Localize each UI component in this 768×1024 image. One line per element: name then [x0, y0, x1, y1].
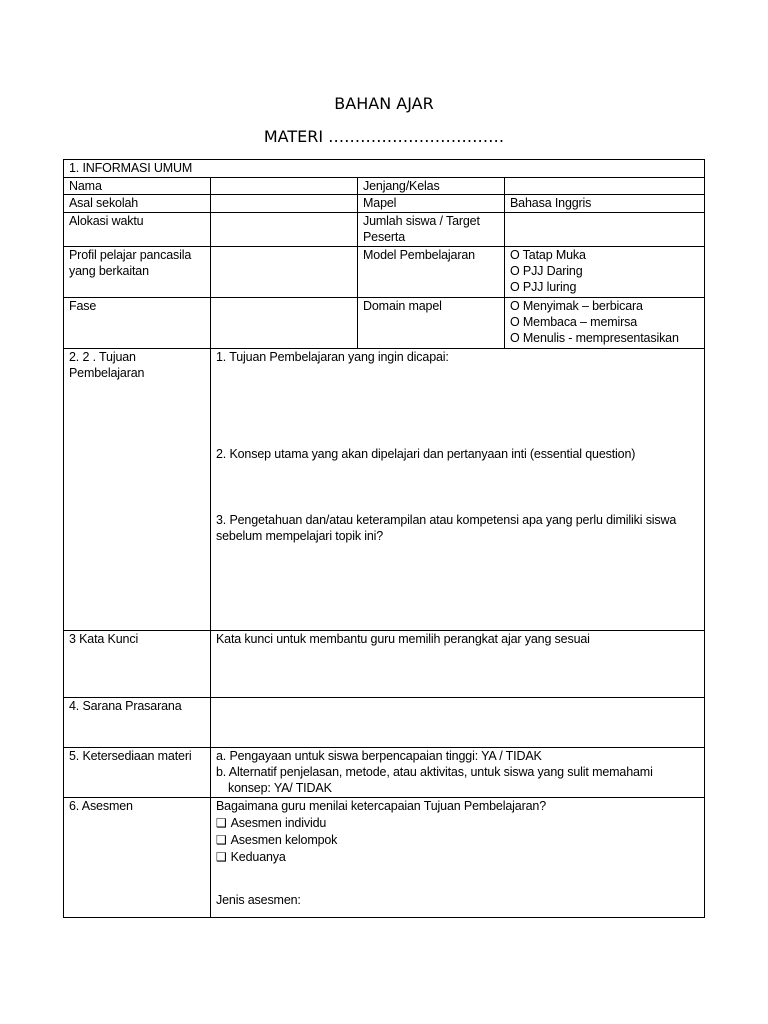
value-alokasi-waktu[interactable] [211, 212, 358, 246]
label-alokasi-waktu [64, 212, 211, 246]
label-sarana-prasarana [64, 697, 211, 747]
value-model-pembelajaran[interactable] [505, 246, 705, 297]
label-nama [64, 178, 211, 195]
jenis-asesmen-label: Jenis asesmen: [216, 892, 301, 907]
lesson-form-table [63, 159, 705, 918]
label-jumlah-siswa [358, 212, 505, 246]
checkbox-icon[interactable]: ❑ [216, 850, 227, 865]
label-tujuan-line2: Pembelajaran [69, 365, 145, 380]
checkbox-icon[interactable]: ❑ [216, 815, 227, 830]
value-jumlah-siswa[interactable] [505, 212, 705, 246]
label-sarana-prasarana-text: 4. Sarana Prasarana [69, 698, 182, 713]
label-profil-line1: Profil pelajar pancasila [69, 247, 192, 262]
heading-informasi-umum-text: 1. INFORMASI UMUM [69, 161, 193, 175]
option-menulis[interactable]: O Menulis - mempresentasikan [510, 331, 679, 346]
asesmen-option-individu-label: Asesmen individu [230, 815, 327, 830]
label-domain-mapel-text: Domain mapel [363, 298, 442, 313]
label-profil-line2: yang berkaitan [69, 263, 149, 278]
label-profil-pelajar [64, 246, 211, 297]
value-nama[interactable] [211, 178, 358, 195]
content-kata-kunci[interactable] [211, 630, 705, 697]
value-profil-pelajar[interactable] [211, 246, 358, 297]
label-asesmen-text: 6. Asesmen [69, 798, 133, 813]
kata-kunci-text: Kata kunci untuk membantu guru memilih perangkat ajar yang sesuai [216, 631, 590, 646]
label-mapel-text: Mapel [363, 196, 397, 211]
tujuan-item-1: 1. Tujuan Pembelajaran yang ingin dicapai: [216, 349, 449, 364]
document-subtitle: MATERI …………………………… [263, 127, 505, 146]
option-menyimak[interactable]: O Menyimak – berbicara [510, 298, 643, 313]
row-fase [64, 297, 705, 348]
label-mapel [358, 195, 505, 212]
label-model-pembelajaran-text: Model Pembelajaran [363, 247, 475, 262]
asesmen-option-keduanya[interactable] [216, 849, 699, 865]
label-fase [64, 297, 211, 348]
value-mapel-text: Bahasa Inggris [510, 196, 592, 211]
label-jumlah-siswa-line1: Jumlah siswa / Target [363, 213, 480, 228]
tujuan-item-3-line1: 3. Pengetahuan dan/atau keterampilan atau kompetensi apa yang perlu dimiliki siswa [216, 513, 677, 528]
document-title: BAHAN AJAR [334, 94, 434, 113]
content-asesmen[interactable] [211, 797, 705, 917]
label-model-pembelajaran [358, 246, 505, 297]
asesmen-option-individu[interactable] [216, 815, 699, 831]
asesmen-question: Bagaimana guru menilai ketercapaian Tujuan Pembelajaran? [216, 798, 547, 813]
row-kata-kunci [64, 630, 705, 697]
label-asesmen [64, 797, 211, 917]
label-jenjang-kelas [358, 178, 505, 195]
tujuan-item-3-line2: sebelum mempelajari topik ini? [216, 529, 384, 544]
row-tujuan-pembelajaran [64, 348, 705, 630]
content-tujuan-pembelajaran[interactable] [211, 348, 705, 630]
row-alokasi-waktu [64, 212, 705, 246]
label-jenjang-kelas-text: Jenjang/Kelas [363, 179, 440, 193]
row-asal-sekolah [64, 195, 705, 212]
content-sarana-prasarana[interactable] [211, 697, 705, 747]
row-sarana-prasarana [64, 697, 705, 747]
label-asal-sekolah [64, 195, 211, 212]
label-ketersediaan-materi [64, 747, 211, 797]
asesmen-option-kelompok[interactable] [216, 832, 699, 848]
content-ketersediaan-materi[interactable] [211, 747, 705, 797]
label-tujuan-line1: 2. 2 . Tujuan [69, 349, 136, 364]
value-fase[interactable] [211, 297, 358, 348]
label-kata-kunci [64, 630, 211, 697]
option-pjj-daring[interactable]: O PJJ Daring [510, 263, 583, 278]
value-mapel[interactable] [505, 195, 705, 212]
tujuan-item-2: 2. Konsep utama yang akan dipelajari dan pertanyaan inti (essential question) [216, 446, 636, 461]
ketersediaan-item-b-line1: b. Alternatif penjelasan, metode, atau aktivitas, untuk siswa yang sulit memahami [216, 764, 653, 779]
row-informasi-umum [64, 160, 705, 178]
label-kata-kunci-text: 3 Kata Kunci [69, 631, 139, 646]
label-tujuan-pembelajaran [64, 348, 211, 630]
value-domain-mapel[interactable] [505, 297, 705, 348]
heading-informasi-umum [64, 160, 705, 178]
label-ketersediaan-materi-text: 5. Ketersediaan materi [69, 748, 192, 763]
ketersediaan-item-a: a. Pengayaan untuk siswa berpencapaian tinggi: YA / TIDAK [216, 748, 542, 763]
checkbox-icon[interactable]: ❑ [216, 833, 227, 848]
row-ketersediaan-materi [64, 747, 705, 797]
row-nama [64, 178, 705, 195]
label-alokasi-waktu-text: Alokasi waktu [69, 213, 144, 228]
label-fase-text: Fase [69, 298, 97, 313]
option-tatap-muka[interactable]: O Tatap Muka [510, 247, 586, 262]
label-jumlah-siswa-line2: Peserta [363, 229, 406, 244]
asesmen-option-kelompok-label: Asesmen kelompok [230, 833, 338, 848]
value-asal-sekolah[interactable] [211, 195, 358, 212]
value-jenjang-kelas[interactable] [505, 178, 705, 195]
label-nama-text: Nama [69, 179, 102, 193]
row-profil-pelajar [64, 246, 705, 297]
asesmen-option-keduanya-label: Keduanya [230, 850, 286, 865]
option-pjj-luring[interactable]: O PJJ luring [510, 280, 577, 295]
row-asesmen [64, 797, 705, 917]
ketersediaan-item-b-line2: konsep: YA/ TIDAK [228, 781, 332, 796]
label-domain-mapel [358, 297, 505, 348]
label-asal-sekolah-text: Asal sekolah [69, 196, 139, 211]
option-membaca[interactable]: O Membaca – memirsa [510, 314, 638, 329]
